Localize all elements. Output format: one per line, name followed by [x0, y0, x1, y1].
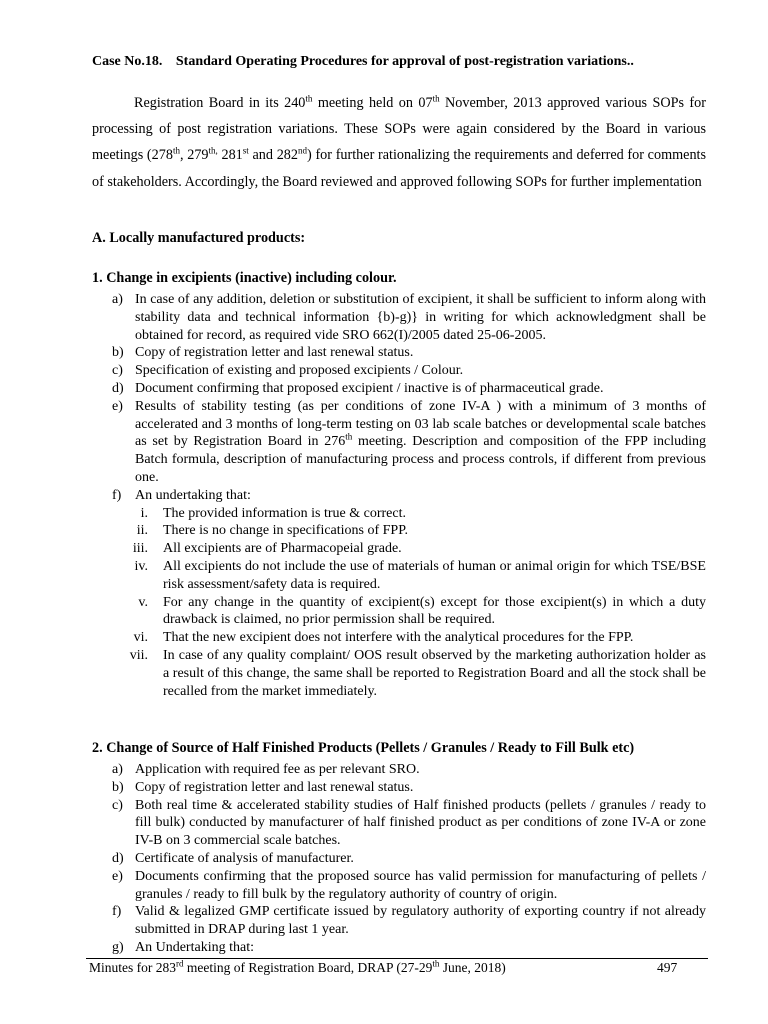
undertaking-list — [129, 505, 706, 701]
undertaking-text: All excipients do not include the use of materials of human or animal origin for which TSE/BSE risk assessment/safety data is required. — [163, 558, 706, 592]
list-marker: a) — [112, 292, 123, 307]
superscript: th — [345, 431, 353, 442]
list-item — [92, 779, 706, 797]
undertaking-item — [92, 647, 706, 700]
list-item — [92, 362, 706, 380]
intro-paragraph — [92, 90, 706, 195]
undertaking-text: The provided information is true & correct. — [163, 505, 406, 521]
intro-text: and 282 — [248, 147, 298, 164]
roman-numeral: ii. — [136, 523, 148, 539]
list-item — [92, 868, 706, 904]
list-marker: f) — [112, 487, 122, 503]
list-marker: c) — [112, 797, 123, 813]
list-item — [92, 761, 706, 779]
case-title — [92, 54, 634, 70]
undertaking-item — [92, 558, 706, 594]
list-item-text: Copy of registration letter and last renewal status. — [135, 779, 414, 795]
undertaking-item — [92, 522, 706, 540]
list-item-text: An Undertaking that: — [135, 939, 254, 955]
list-item — [92, 398, 706, 487]
list-item-text: Application with required fee as per relevant SRO. — [135, 762, 420, 777]
section-2-list — [92, 761, 706, 957]
list-marker: b) — [112, 345, 124, 361]
intro-text: meeting held on 07 — [312, 95, 433, 111]
roman-numeral: iv. — [134, 558, 148, 574]
footer-text — [89, 960, 506, 976]
undertaking-item — [92, 505, 706, 523]
superscript: st — [242, 145, 249, 156]
undertaking-text: All excipients are of Pharmacopeial grade. — [163, 541, 402, 557]
list-item-text: Document confirming that proposed excipient / inactive is of pharmaceutical grade. — [135, 380, 604, 396]
roman-numeral: v. — [138, 594, 148, 610]
list-item — [92, 380, 706, 398]
list-item-text: In case of any addition, deletion or substitution of excipient, it shall be sufficient to inform along with stability data and technical information {b)-g)} in writing for which acknowledgment shall be obtained for record, as required vide SRO 662(I)/2005 dated 25-06-2005. — [135, 292, 706, 343]
roman-numeral: vi. — [133, 630, 148, 646]
list-item-text: Documents confirming that the proposed source has valid permission for manufacturing of pellets / granules / ready to fill bulk by the regulatory authority of country of origin. — [135, 868, 706, 902]
list-marker: a) — [112, 762, 123, 777]
list-item — [92, 487, 706, 701]
intro-text: , 279 — [179, 147, 209, 164]
list-marker: f) — [112, 904, 122, 920]
intro-text: November, 2013 approved various SOPs for processing of post registration variations. These SOPs were again considered by the Board in various meetings (278 — [92, 95, 706, 164]
footer-text-part: meeting of Registration Board, DRAP (27-29 — [183, 960, 433, 975]
undertaking-item — [92, 594, 706, 630]
intro-text: Registration Board in its 240 — [134, 95, 306, 111]
list-marker: d) — [112, 380, 124, 396]
list-item — [92, 939, 706, 957]
list-item — [92, 850, 706, 868]
section-1-heading: 1. Change in excipients (inactive) including colour. — [92, 270, 397, 286]
roman-numeral: i. — [140, 505, 148, 521]
roman-numeral: vii. — [129, 647, 148, 663]
list-item-text: meeting. Description and composition of the FPP including Batch formula, description of manufacturing process and process controls, if different from previous one. — [135, 434, 706, 485]
list-marker: c) — [112, 363, 123, 379]
list-item-text: Copy of registration letter and last renewal status. — [135, 345, 414, 361]
undertaking-text: In case of any quality complaint/ OOS result observed by the marketing authorization holder as a result of this change, the same shall be reported to Registration Board and all the stock shall be recalled from the market immediately. — [163, 647, 706, 699]
footer-text-part: Minutes for 283 — [89, 960, 176, 975]
list-item-text: An undertaking that: — [135, 487, 251, 503]
list-marker: b) — [112, 779, 124, 795]
list-marker: g) — [112, 939, 124, 955]
undertaking-text: There is no change in specifications of FPP. — [163, 523, 408, 539]
list-item — [92, 291, 706, 344]
superscript: th, — [208, 145, 218, 156]
footer-text-part: June, 2018) — [439, 960, 506, 975]
list-marker: d) — [112, 850, 124, 866]
undertaking-text: For any change in the quantity of excipient(s) except for those excipient(s) in which a duty drawback is claimed, no prior permission shall be required. — [163, 594, 706, 628]
case-title-text: Standard Operating Procedures for approval of post-registration variations.. — [175, 54, 634, 69]
list-marker: e) — [112, 398, 123, 414]
superscript: th — [432, 93, 440, 104]
superscript: nd — [298, 145, 307, 156]
superscript: th — [172, 145, 180, 156]
section-2-heading: 2. Change of Source of Half Finished Products (Pellets / Granules / Ready to Fill Bulk etc) — [92, 740, 635, 756]
superscript: th — [305, 93, 313, 104]
section-1-list — [92, 291, 706, 700]
list-item — [92, 903, 706, 939]
list-item-text: Results of stability testing (as per conditions of zone IV-A ) with a minimum of 3 months of accelerated and 3 months of long-term testing on 03 lab scale batches or developmental scale batches as set by Registration Board in 276 — [135, 398, 706, 450]
roman-numeral: iii. — [132, 541, 148, 557]
page-number: 497 — [657, 960, 678, 975]
intro-text: 281 — [217, 147, 243, 164]
list-item-text: Specification of existing and proposed excipients / Colour. — [135, 363, 464, 379]
undertaking-item — [92, 629, 706, 647]
list-item-text: Both real time & accelerated stability studies of Half finished products (pellets / granules / ready to fill bulk) conducted by manufacturer of half finished product as per conditions of zone IV-A or zone IV-B on 3 commercial scale batches. — [135, 797, 706, 849]
section-a-heading: A. Locally manufactured products: — [92, 230, 306, 246]
list-item — [92, 797, 706, 850]
list-item-text: Certificate of analysis of manufacturer. — [135, 850, 354, 866]
undertaking-text: That the new excipient does not interfere with the analytical procedures for the FPP. — [163, 630, 634, 646]
list-item-text: Valid & legalized GMP certificate issued by regulatory authority of exporting country if not already submitted in DRAP during last 1 year. — [135, 904, 706, 938]
list-item — [92, 344, 706, 362]
undertaking-item — [92, 540, 706, 558]
intro-text: ) for further rationalizing the requirements and deferred for comments of stakeholders. Accordingly, the Board reviewed and approved following SOPs for further implementation — [92, 147, 706, 190]
list-marker: e) — [112, 868, 123, 884]
superscript: th — [432, 958, 440, 969]
superscript: rd — [176, 958, 184, 969]
case-number: Case No.18. — [92, 54, 163, 69]
